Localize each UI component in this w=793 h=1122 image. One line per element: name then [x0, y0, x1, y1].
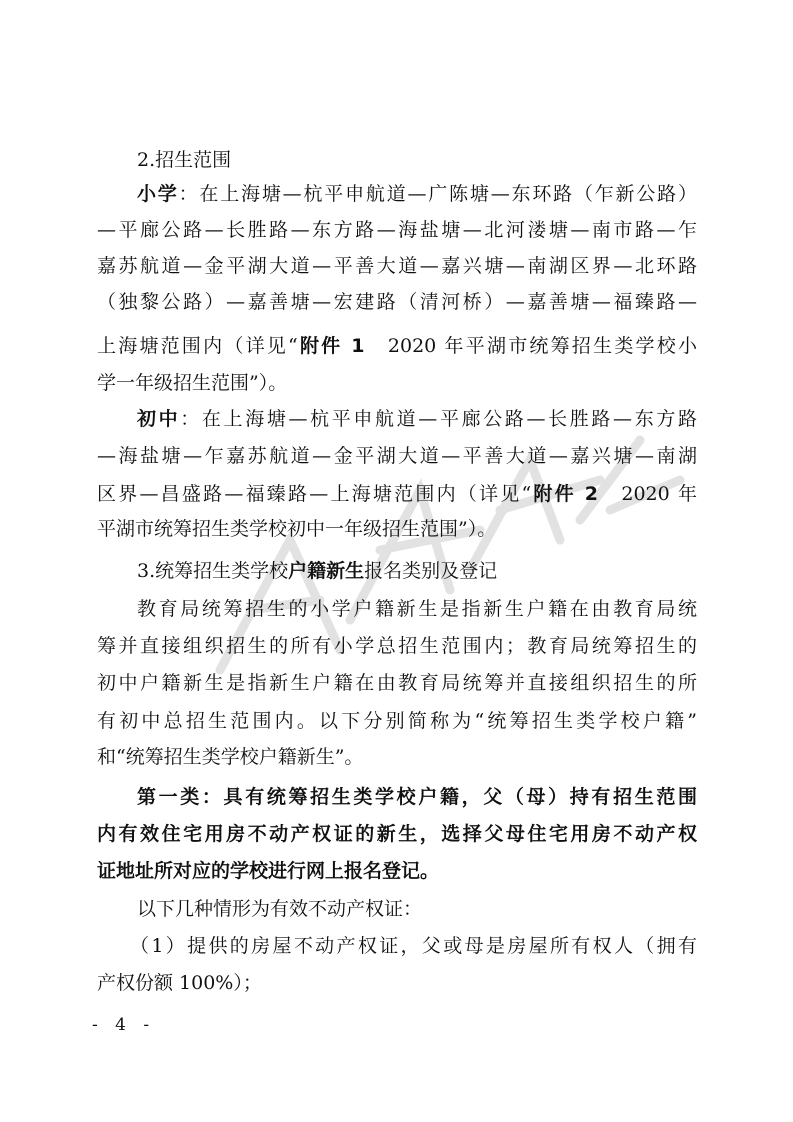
primary-line-6: 学一年级招生范围”）。: [97, 372, 288, 394]
category-1-line-2: 内有效住宅用房不动产权证的新生，选择父母住宅用房不动产权: [97, 823, 697, 845]
junior-line-1: 初中：在上海塘—杭平申航道—平廊公路—长胜路—东方路: [137, 408, 697, 430]
para-3-line-3: 初中户籍新生是指新生户籍在由教育局统筹并直接组织招生的所: [97, 672, 697, 694]
valid-certificate-intro: 以下几种情形为有效不动产权证：: [137, 898, 423, 920]
primary-line-2: —平廊公路—长胜路—东方路—海盐塘—北河溇塘—南市路—乍: [97, 219, 697, 241]
primary-label: 小学: [137, 183, 179, 205]
category-1-line-1: 第一类：具有统筹招生类学校户籍，父（母）持有招生范围: [137, 786, 697, 808]
primary-line-3: 嘉苏航道—金平湖大道—平善大道—嘉兴塘—南湖区界—北环路: [97, 255, 697, 277]
page-number: - 4 -: [92, 1015, 156, 1035]
junior-line-4: 平湖市统筹招生类学校初中一年级招生范围”）。: [97, 518, 497, 540]
para-3-line-2: 筹并直接组织招生的所有小学总招生范围内；教育局统筹招生的: [97, 635, 697, 657]
item-1-line-1: （1）提供的房屋不动产权证，父或母是房屋所有权人（拥有: [130, 935, 697, 957]
junior-line-2: —海盐塘—乍嘉苏航道—金平湖大道—平善大道—嘉兴塘—南湖: [97, 445, 697, 467]
primary-line-5: 上海塘范围内（详见“附件 1 2020 年平湖市统筹招生类学校小: [97, 335, 697, 357]
attachment-1-ref: 附件 1: [297, 335, 365, 357]
attachment-2-ref: 附件 2: [531, 483, 598, 505]
category-1-line-3: 证地址所对应的学校进行网上报名登记。: [97, 860, 440, 882]
primary-line-1: 小学：在上海塘—杭平申航道—广陈塘—东环路（乍新公路）: [137, 183, 697, 205]
section-2-title: 2.招生范围: [137, 149, 232, 171]
junior-label: 初中: [137, 408, 181, 430]
primary-line-4: （独黎公路）—嘉善塘—宏建路（清河桥）—嘉善塘—福臻路—: [97, 291, 697, 313]
section-3-title: 3.统筹招生类学校户籍新生报名类别及登记: [137, 560, 498, 582]
junior-line-3: 区界—昌盛路—福臻路—上海塘范围内（详见“附件 2 2020 年: [97, 483, 697, 505]
item-1-line-2: 产权份额 100%）；: [97, 972, 262, 994]
para-3-line-4: 有初中总招生范围内。以下分别简称为“统筹招生类学校户籍”: [97, 710, 697, 732]
para-3-line-5: 和“统筹招生类学校户籍新生”。: [97, 746, 364, 768]
para-3-line-1: 教育局统筹招生的小学户籍新生是指新生户籍在由教育局统: [137, 598, 697, 620]
